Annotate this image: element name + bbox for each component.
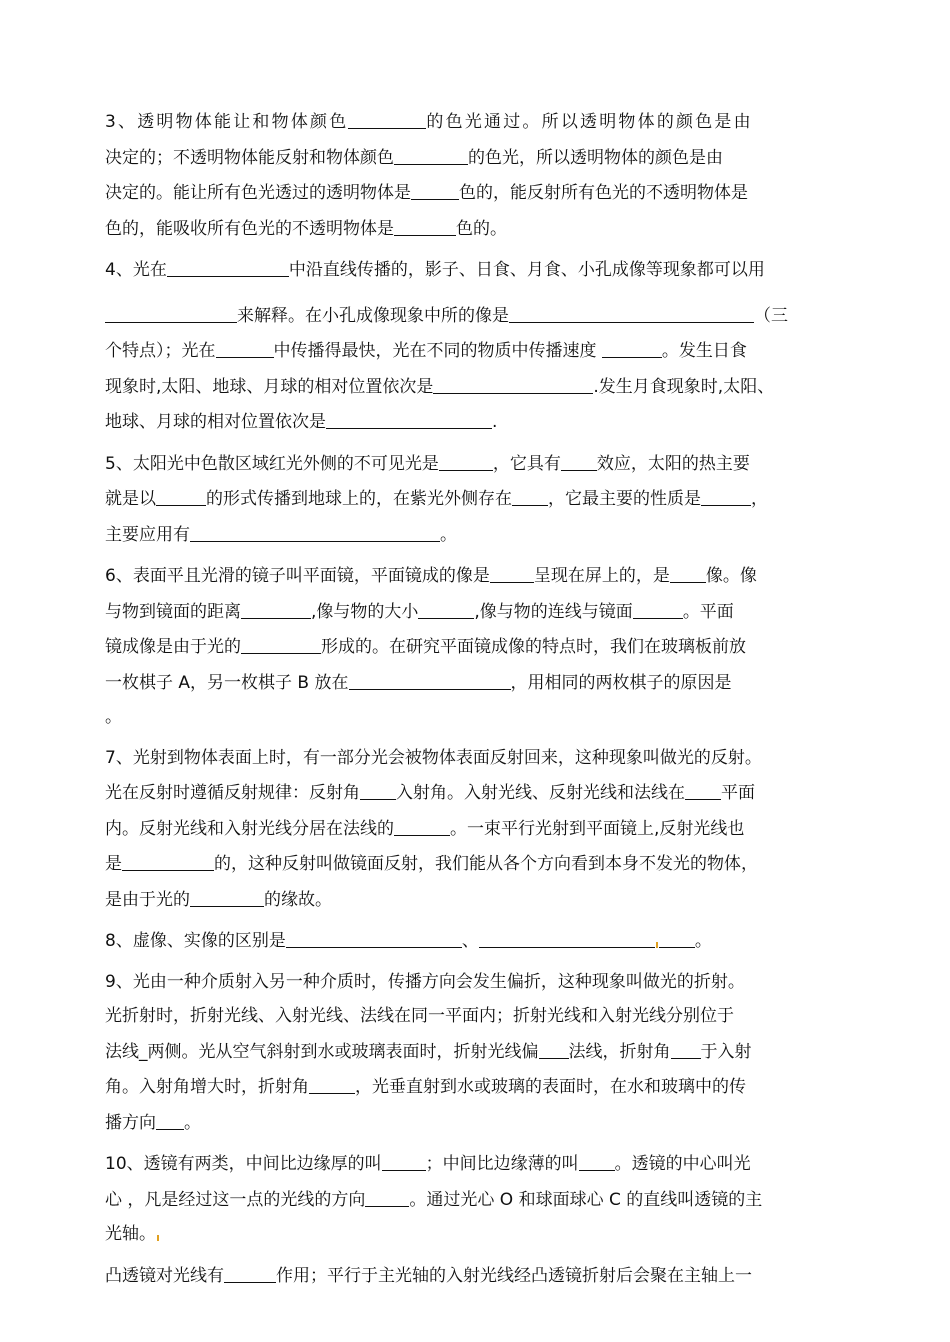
blank[interactable] [286, 923, 462, 948]
q6-line-2: 与物到镜面的距离 ,像与物的大小 ,像与物的连线与镜面 。平面 [105, 594, 850, 630]
blank[interactable] [241, 629, 321, 654]
q4-line-4: 现象时,太阳、地球、月球的相对位置依次是 .发生月食现象时,太阳、 [105, 369, 850, 405]
q3-line-2: 决定的；不透明物体能反射和物体颜色 的色光，所以透明物体的颜色是由 [105, 140, 850, 176]
blank[interactable] [633, 594, 683, 619]
question-4 [105, 252, 850, 440]
q10-line-3: 光轴。 [105, 1217, 850, 1252]
blank[interactable] [349, 665, 511, 690]
blank[interactable] [701, 481, 751, 506]
q7-line-4: 是 的，这种反射叫做镜面反射，我们能从各个方向看到本身不发光的物体， [105, 846, 850, 882]
blank[interactable] [490, 558, 534, 583]
blank[interactable] [365, 1182, 409, 1207]
blank[interactable] [418, 594, 474, 619]
blank[interactable] [512, 481, 548, 506]
blank[interactable] [394, 811, 450, 836]
q4-line-2: 来解释。在小孔成像现象中所的像是 （三 [105, 298, 850, 334]
q6-line-4: 一枚棋子 A，另一枚棋子 B 放在 ，用相同的两枚棋子的原因是 [105, 665, 850, 701]
dot-mark [157, 1235, 159, 1241]
blank[interactable] [411, 175, 459, 200]
question-7 [105, 741, 850, 918]
blank[interactable] [241, 594, 311, 619]
q8-line-1: 8、虚像、实像的区别是 、 。 [105, 923, 850, 959]
blank[interactable] [394, 140, 468, 165]
dot-mark [656, 942, 658, 948]
blank[interactable] [439, 446, 493, 471]
blank[interactable] [509, 298, 754, 323]
q4-line-5: 地球、月球的相对位置依次是 . [105, 404, 850, 440]
q5-line-3: 主要应用有 。 [105, 517, 850, 553]
q10-line-2: 心 ，凡是经过这一点的光线的方向 。通过光心 O 和球面球心 C 的直线叫透镜的主 [105, 1182, 850, 1218]
document-page [105, 104, 850, 1299]
blank[interactable] [670, 558, 706, 583]
q6-line-5: 。 [105, 707, 122, 727]
q9-line-3: 法线_两侧。光从空气斜射到水或玻璃表面时，折射光线偏 法线，折射角 于入射 [105, 1034, 850, 1070]
q5-line-1: 5、太阳光中色散区域红光外侧的不可见光是 ，它具有 效应，太阳的热主要 [105, 446, 850, 482]
blank[interactable] [309, 1069, 355, 1094]
q9-line-1: 9、光由一种介质射入另一种介质时，传播方向会发生偏折，这种现象叫做光的折射。 [105, 971, 745, 992]
blank[interactable] [156, 1105, 184, 1130]
q4-line-1: 4、光在 中沿直线传播的，影子、日食、月食、小孔成像等现象都可以用 [105, 252, 850, 288]
blank[interactable] [105, 298, 237, 323]
q7-line-3: 内。反射光线和入射光线分居在法线的 。一束平行光射到平面镜上,反射光线也 [105, 811, 850, 847]
q9-line-4: 角。入射角增大时，折射角 ，光垂直射到水或玻璃的表面时，在水和玻璃中的传 [105, 1069, 850, 1105]
blank[interactable] [326, 404, 492, 429]
blank[interactable] [348, 104, 426, 129]
blank[interactable] [216, 333, 274, 358]
question-8 [105, 923, 850, 959]
blank[interactable] [433, 369, 593, 394]
blank[interactable] [671, 1034, 701, 1059]
convex-lens-paragraph [105, 1258, 850, 1294]
blank[interactable] [659, 923, 695, 948]
q9-line-2: 光折射时，折射光线、入射光线、法线在同一平面内；折射光线和入射光线分别位于 [105, 1006, 734, 1026]
blank[interactable] [602, 333, 662, 358]
question-9 [105, 965, 850, 1141]
question-10 [105, 1146, 850, 1252]
question-6 [105, 558, 850, 735]
blank[interactable] [561, 446, 597, 471]
q6-line-1: 6、表面平且光滑的镜子叫平面镜，平面镜成的像是 呈现在屏上的，是 像。像 [105, 558, 850, 594]
q3-line-1: 3、透明物体能让和物体颜色 的色光通过。所以透明物体的颜色是由 [105, 104, 850, 140]
question-3 [105, 104, 850, 246]
q5-line-2: 就是以 的形式传播到地球上的，在紫光外侧存在 ，它最主要的性质是 ， [105, 481, 850, 517]
blank[interactable] [122, 846, 214, 871]
blank[interactable] [156, 481, 206, 506]
blank[interactable] [479, 923, 655, 948]
q3-line-3: 决定的。能让所有色光透过的透明物体是 色的，能反射所有色光的不透明物体是 [105, 175, 850, 211]
blank[interactable] [190, 517, 440, 542]
blank[interactable] [167, 252, 289, 277]
blank[interactable] [539, 1034, 569, 1059]
q7-line-5: 是由于光的 的缘故。 [105, 882, 850, 918]
tail-line-1: 凸透镜对光线有 作用；平行于主光轴的入射光线经凸透镜折射后会聚在主轴上一 [105, 1258, 850, 1294]
q10-line-1: 10、透镜有两类，中间比边缘厚的叫 ；中间比边缘薄的叫 。透镜的中心叫光 [105, 1146, 850, 1182]
q7-line-1: 7、光射到物体表面上时，有一部分光会被物体表面反射回来，这种现象叫做光的反射。 [105, 747, 762, 768]
question-5 [105, 446, 850, 553]
q6-line-3: 镜成像是由于光的 形成的。在研究平面镜成像的特点时，我们在玻璃板前放 [105, 629, 850, 665]
blank[interactable] [224, 1258, 276, 1283]
q9-line-5: 播方向 。 [105, 1105, 850, 1141]
blank[interactable] [685, 775, 721, 800]
blank[interactable] [360, 775, 396, 800]
blank[interactable] [579, 1146, 615, 1171]
q7-line-2: 光在反射时遵循反射规律：反射角 入射角。入射光线、反射光线和法线在 平面 [105, 775, 850, 811]
blank[interactable] [394, 211, 456, 236]
q4-line-3: 个特点）；光在 中传播得最快，光在不同的物质中传播速度 。发生日食 [105, 333, 850, 369]
blank[interactable] [190, 882, 264, 907]
blank[interactable] [382, 1146, 426, 1171]
q3-line-4: 色的，能吸收所有色光的不透明物体是 色的。 [105, 211, 850, 247]
